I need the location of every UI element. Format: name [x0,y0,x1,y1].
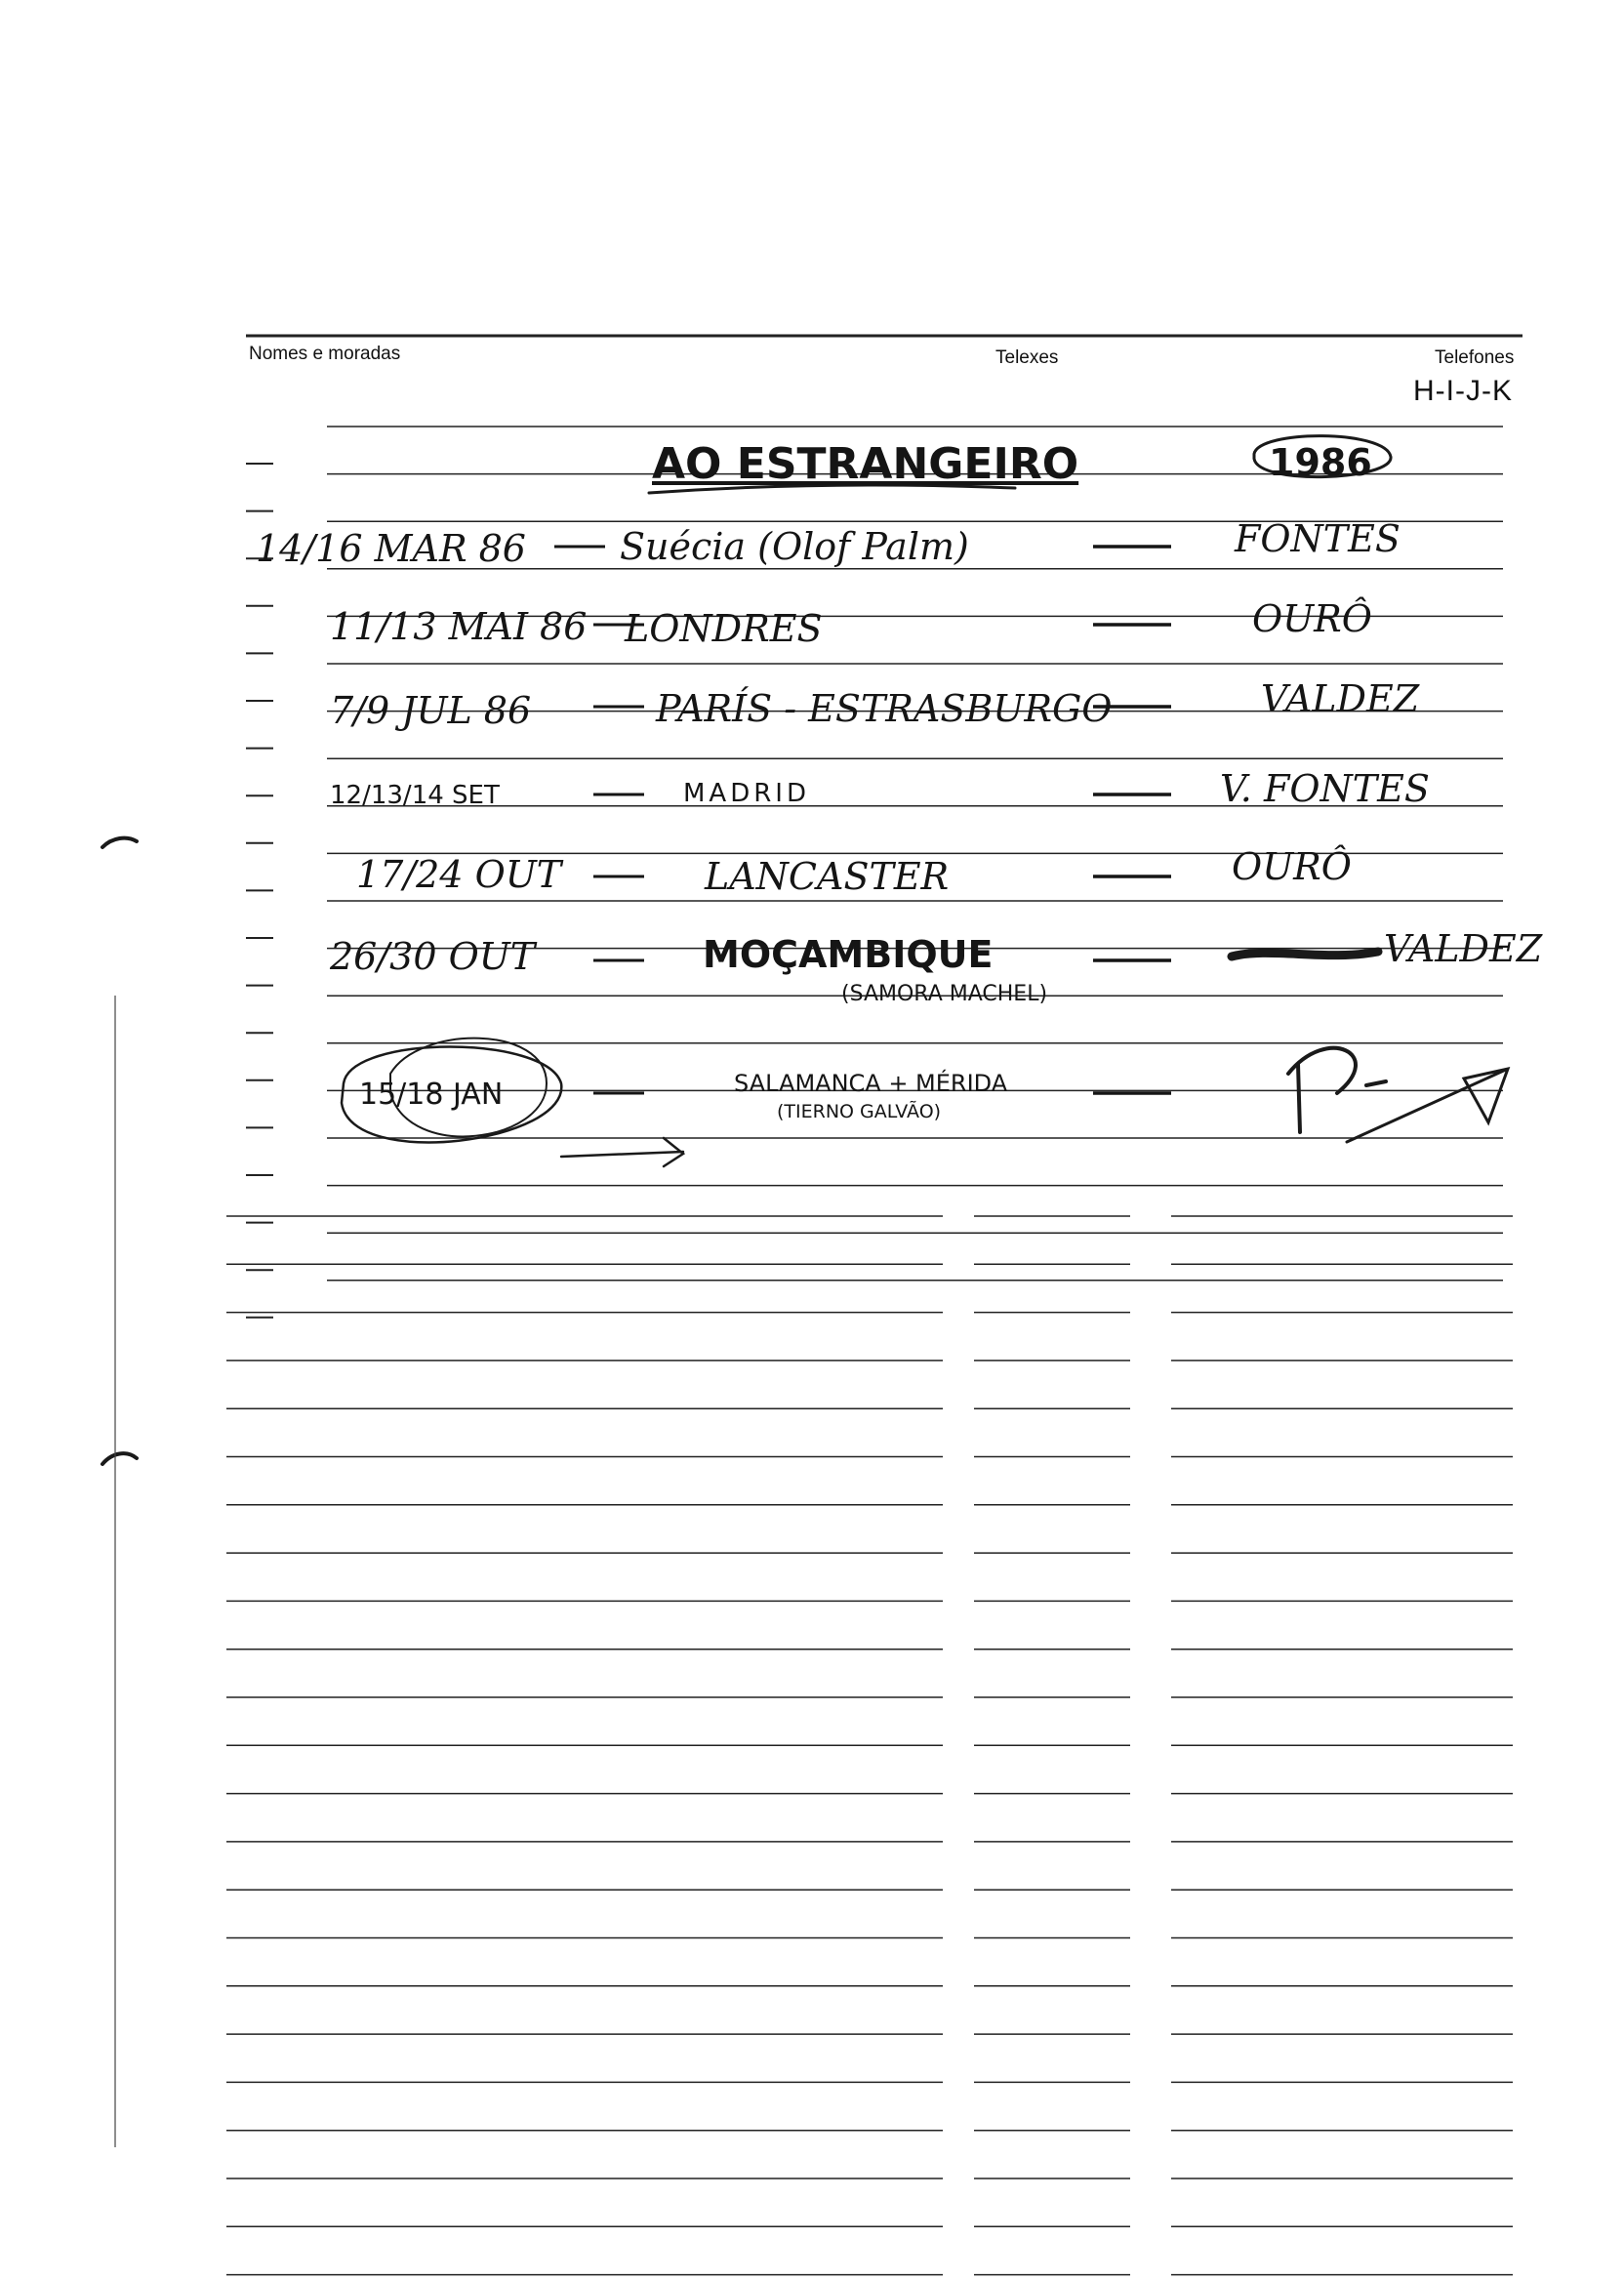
binder-hole [102,1453,137,1464]
binder-hole [102,838,137,847]
entry-place: MOÇAMBIQUE [703,933,994,976]
entry-date: 26/30 OUT [330,935,536,978]
entry-person: VALDEZ [1261,677,1420,720]
entry-place-note: (SAMORA MACHEL) [841,982,1048,1006]
entry-date: 7/9 JUL 86 [330,689,532,732]
phones-column-label: Telefones [1435,347,1515,368]
entry-date: 14/16 MAR 86 [256,527,526,570]
telex-column-label: Telexes [995,347,1059,368]
entry-date: 15/18 JAN [359,1078,504,1112]
entry-person: VALDEZ [1384,927,1543,970]
entry-place: LONDRES [625,607,823,650]
entry-place: SALAMANCA + MÉRIDA [734,1070,1008,1097]
entry-person: OURÔ [1232,845,1352,888]
notes-year: 1986 [1269,441,1372,484]
signature-arrow [1347,1069,1508,1142]
entry-place: LANCASTER [705,855,950,898]
entry-person: FONTES [1235,517,1401,560]
notes-title: AO ESTRANGEIRO [652,439,1079,489]
arrow-line [561,1138,683,1166]
entry-date: 17/24 OUT [356,853,562,896]
index-letters: H-I-J-K [1413,375,1513,407]
strike-scribble [1232,952,1378,957]
entry-date: 12/13/14 SET [330,781,500,810]
entry-place: PARÍS - ESTRASBURGO [656,687,1113,730]
entry-date: 11/13 MAI 86 [330,605,588,648]
entry-place-note: (TIERNO GALVÃO) [777,1101,942,1122]
entry-place: MADRID [683,779,810,808]
entry-place: Suécia (Olof Palm) [620,525,969,568]
names-column-label: Nomes e moradas [249,344,401,364]
entry-person: OURÔ [1252,597,1372,640]
entry-person: V. FONTES [1220,767,1430,810]
